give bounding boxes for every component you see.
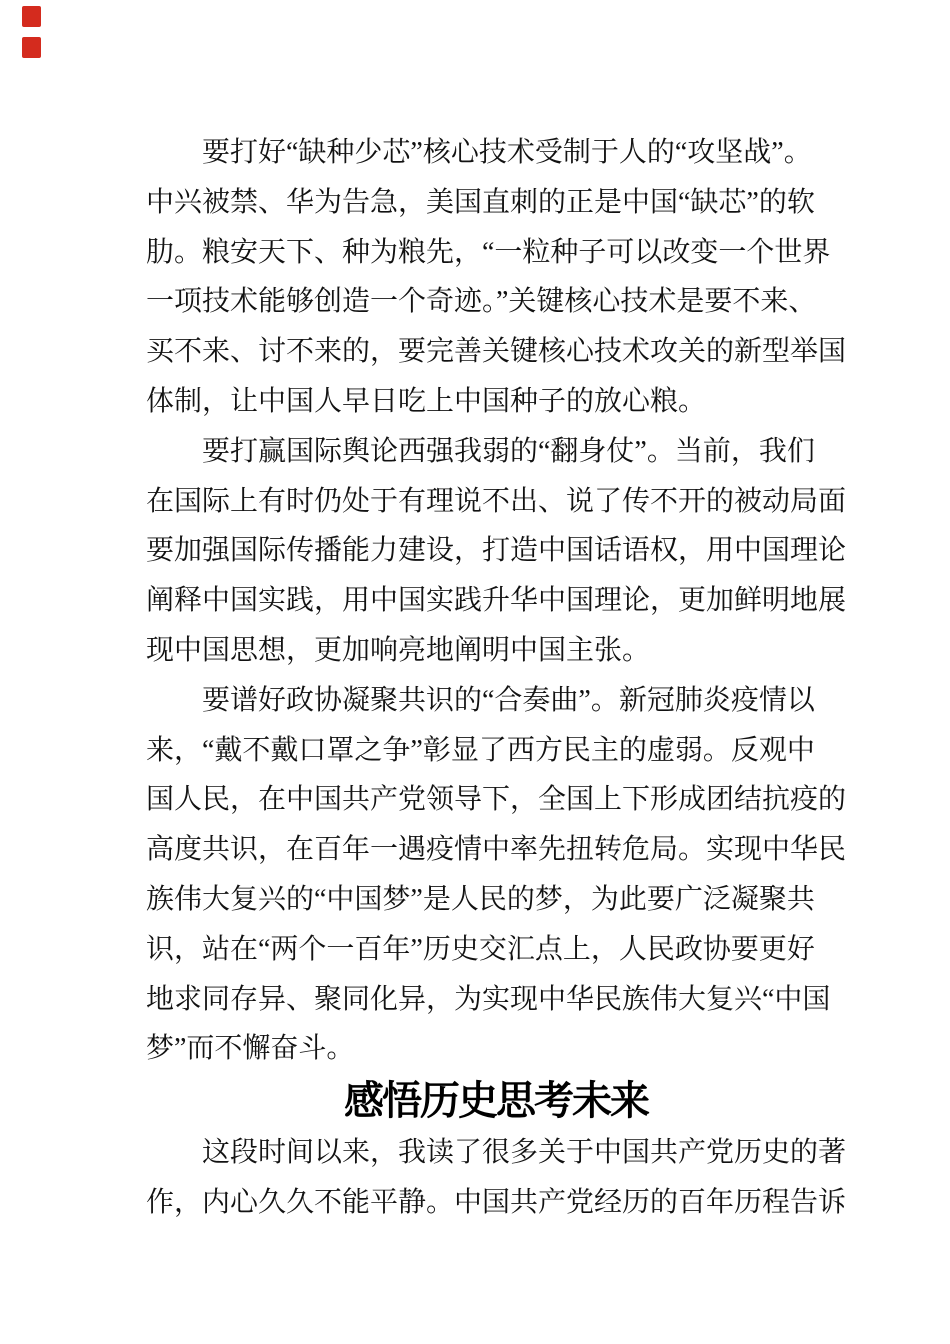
text-line-content: 族伟大复兴的“中国梦”是人民的梦，为此要广泛凝聚共 [146, 883, 815, 915]
text-line-content: 梦”而不懈奋斗。 [146, 1033, 355, 1065]
text-line-content: 在国际上有时仍处于有理说不出、说了传不开的被动局面 [146, 485, 846, 517]
text-line [146, 825, 846, 875]
text-column [146, 128, 846, 1228]
text-line-content: 要谱好政协凝聚共识的“合奏曲”。新冠肺炎疫情以 [202, 684, 815, 716]
text-line-content: 这段时间以来，我读了很多关于中国共产党历史的著 [202, 1137, 846, 1169]
text-line [146, 726, 846, 776]
stamp-mark-icon [22, 37, 41, 58]
text-line [146, 975, 846, 1025]
text-line-content: 要打赢国际舆论西强我弱的“翻身仗”。当前，我们 [202, 435, 815, 467]
text-line [146, 526, 846, 576]
text-line-content: 体制，让中国人早日吃上中国种子的放心粮。 [146, 385, 707, 417]
text-line [146, 228, 846, 278]
text-line [146, 128, 846, 178]
text-line [146, 377, 846, 427]
text-line [146, 875, 846, 925]
text-line [146, 576, 846, 626]
text-line-content: 肋。粮安天下、种为粮先，“一粒种子可以改变一个世界 [146, 236, 831, 268]
text-line-content: 地求同存异、聚同化异，为实现中华民族伟大复兴“中国 [146, 983, 831, 1015]
section-heading: 感悟历史思考未来 [344, 1078, 648, 1124]
text-line-content: 要打好“缺种少芯”核心技术受制于人的“攻坚战”。 [202, 137, 812, 168]
text-line-content: 来，“戴不戴口罩之争”彰显了西方民主的虚弱。反观中 [146, 734, 815, 766]
text-line [146, 277, 846, 327]
text-line [146, 327, 846, 377]
text-line-content: 现中国思想，更加响亮地阐明中国主张。 [146, 634, 651, 666]
text-line [146, 178, 846, 228]
text-line-content: 买不来、讨不来的，要完善关键核心技术攻关的新型举国 [146, 336, 846, 368]
text-line [146, 427, 846, 477]
text-line-content: 高度共识，在百年一遇疫情中率先扭转危局。实现中华民 [146, 834, 846, 866]
red-stamp-marks [22, 6, 44, 68]
text-line [146, 477, 846, 527]
text-line [146, 925, 846, 975]
text-line [146, 1024, 846, 1074]
text-line-content: 识，站在“两个一百年”历史交汇点上，人民政协要更好 [146, 933, 815, 965]
text-line [146, 775, 846, 825]
text-line-content: 国人民，在中国共产党领导下，全国上下形成团结抗疫的 [146, 784, 846, 816]
text-line-content: 中兴被禁、华为告急，美国直刺的正是中国“缺芯”的软 [146, 186, 815, 218]
stamp-mark-icon [22, 6, 41, 27]
text-line [146, 1128, 846, 1178]
text-line [146, 1178, 846, 1228]
text-line [146, 676, 846, 726]
text-line-content: 要加强国际传播能力建设，打造中国话语权，用中国理论 [146, 535, 846, 567]
text-line [146, 626, 846, 676]
text-line-content: 阐释中国实践，用中国实践升华中国理论，更加鲜明地展 [146, 585, 846, 617]
text-line-content: 作，内心久久不能平静。中国共产党经历的百年历程告诉 [146, 1186, 846, 1218]
text-line-content: 一项技术能够创造一个奇迹。”关键核心技术是要不来、 [146, 286, 817, 318]
